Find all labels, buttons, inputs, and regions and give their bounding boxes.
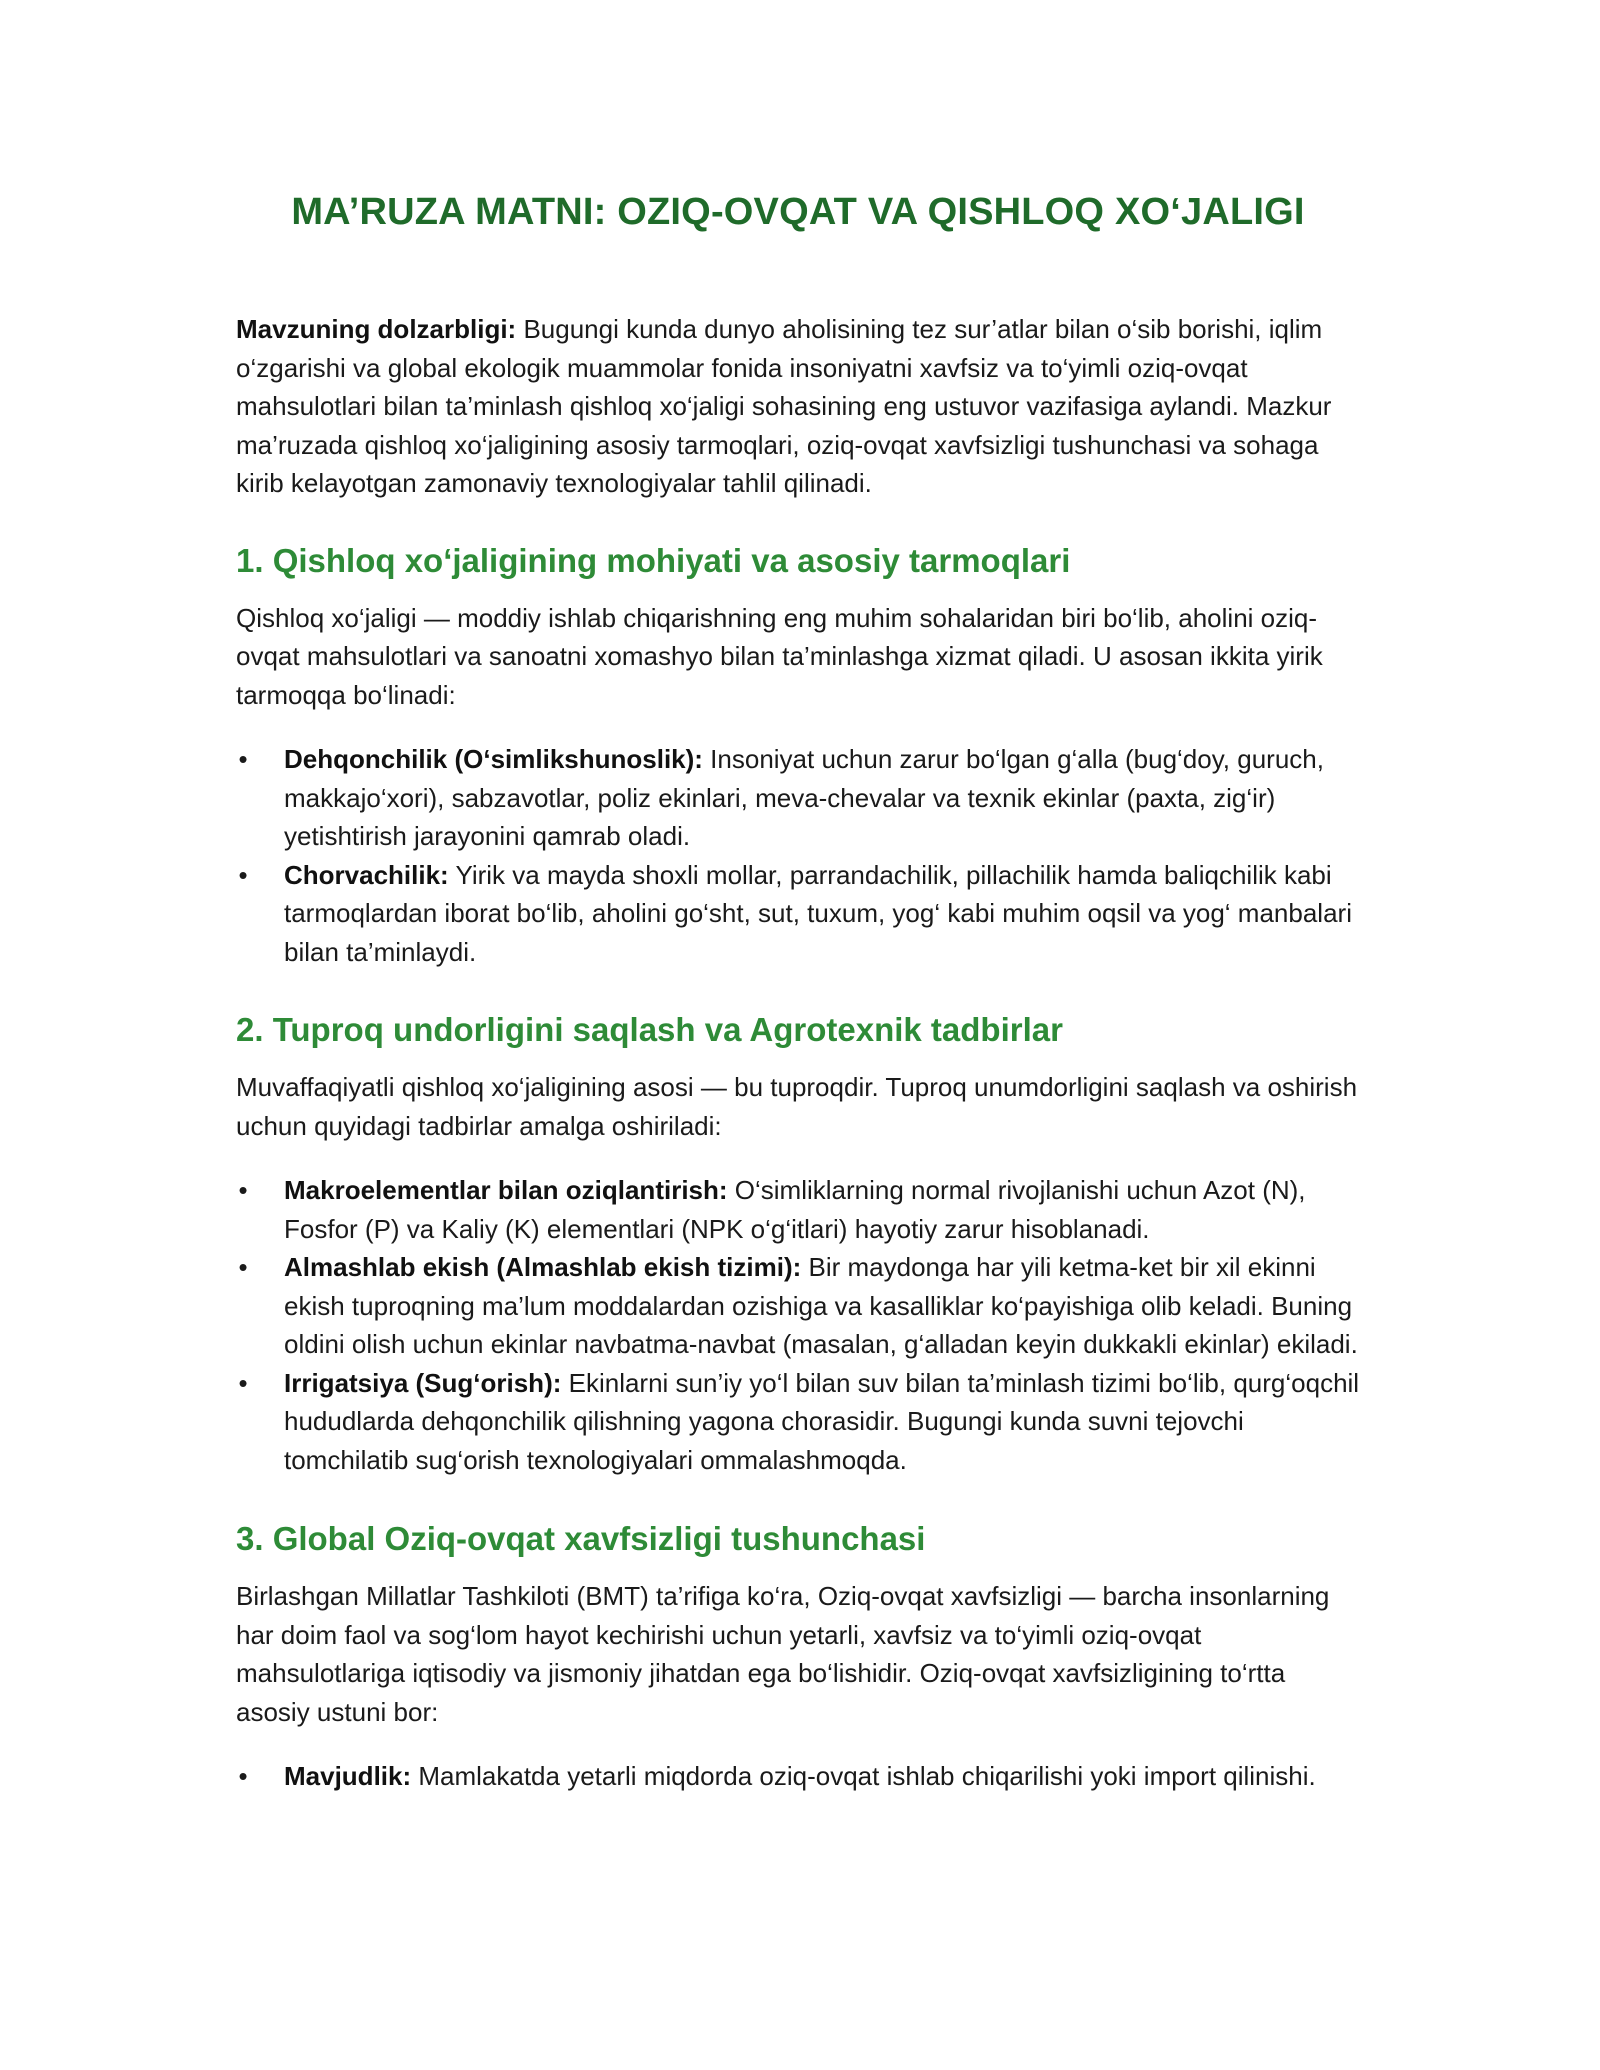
list-item-label: Almashlab ekish (Almashlab ekish tizimi): (284, 1252, 802, 1282)
list-item-label: Makroelementlar bilan oziqlantirish: (284, 1175, 728, 1205)
section-3-list (236, 1757, 1360, 1796)
list-item-text: Mamlakatda yetarli miqdorda oziq-ovqat ishlab chiqarilishi yoki import qilinishi. (411, 1761, 1316, 1791)
list-item (236, 740, 1360, 856)
list-item-label: Irrigatsiya (Sug‘orish): (284, 1367, 562, 1398)
section-1-heading: 1. Qishloq xo‘jaligining mohiyati va asosiy tarmoqlari (236, 541, 1071, 579)
list-item-text: O‘simliklarning normal rivojlanishi uchun Azot (N), Fosfor (P) va Kaliy (K) elementlari (NPK o‘g‘itlari) hayotiy zarur hisoblanadi. (284, 1175, 1306, 1244)
list-item-label: Chorvachilik: (284, 859, 449, 890)
bullet-icon: • (238, 859, 248, 890)
intro-text: Bugungi kunda dunyo aholisining tez sur’atlar bilan o‘sib borishi, iqlim o‘zgarishi va global ekologik muammolar fonida insoniyatni xavfsiz va to‘yimli oziq-ovqat mahsulotlari bilan ta’minlash qishloq xo‘jaligi sohasining eng ustuvor vazifasiga aylandi. Mazkur ma’ruzada qishloq xo‘jaligining asosiy tarmoqlari, oziq-ovqat xavfsizligi tushunchasi va sohaga kirib kelayotgan zamonaviy texnologiyalar tahlil qilinadi. (236, 314, 1332, 498)
list-item-text: Yirik va mayda shoxli mollar, parrandachilik, pillachilik hamda baliqchilik kabi tarmoqlardan iborat bo‘lib, aholini go‘sht, sut, tuxum, yog‘ kabi muhim oqsil va yog‘ manbalari bilan ta’minlaydi. (284, 859, 1352, 967)
bullet-icon: • (238, 744, 248, 774)
list-item-text: Bir maydonga har yili ketma-ket bir xil ekinni ekish tuproqning ma’lum moddalardan ozishiga va kasalliklar ko‘payishiga olib keladi. Buning oldini olish uchun ekinlar navbatma-navbat (masalan, g‘alladan keyin dukkakli ekinlar) ekiladi. (284, 1252, 1358, 1359)
list-item-text: Ekinlarni sun’iy yo‘l bilan suv bilan ta’minlash tizimi bo‘lib, qurg‘oqchil hududlarda dehqonchilik qilishning yagona chorasidir. Bugungi kunda suvni tejovchi tomchilatib sug‘orish texnologiyalari ommalashmoqda. (284, 1367, 1360, 1475)
bullet-icon: • (238, 1175, 248, 1205)
section-2-intro: Muvaffaqiyatli qishloq xo‘jaligining asosi — bu tuproqdir. Tuproq unumdorligini saqlash va oshirish uchun quyidagi tadbirlar amalga oshiriladi: (236, 1072, 1358, 1141)
list-item (236, 1171, 1360, 1248)
section-2-list (236, 1171, 1360, 1479)
list-item-text: Insoniyat uchun zarur bo‘lgan g‘alla (bug‘doy, guruch, makkajo‘xori), sabzavotlar, poliz ekinlari, meva-chevalar va texnik ekinlar (paxta, zig‘ir) yetishtirish jarayonini qamrab oladi. (284, 744, 1324, 851)
intro-paragraph (236, 310, 1360, 503)
section-2-heading: 2. Tuproq undorligini saqlash va Agrotexnik tadbirlar (236, 1011, 1063, 1048)
section-1-intro: Qishloq xo‘jaligi — moddiy ishlab chiqarishning eng muhim sohalaridan biri bo‘lib, aholini oziq-ovqat mahsulotlari va sanoatni xomashyo bilan ta’minlashga xizmat qiladi. U asosan ikkita yirik tarmoqqa bo‘linadi: (236, 602, 1323, 710)
document-title: MA’RUZA MATNI: OZIQ-OVQAT VA QISHLOQ XO‘JALIGI (291, 191, 1305, 233)
intro-label: Mavzuning dolzarbligi: (236, 314, 517, 344)
list-item (236, 1757, 1360, 1796)
bullet-icon: • (238, 1367, 248, 1398)
list-item (236, 1248, 1360, 1364)
list-item (236, 856, 1360, 972)
section-3-intro: Birlashgan Millatlar Tashkiloti (BMT) ta’rifiga ko‘ra, Oziq-ovqat xavfsizligi — barcha insonlarning har doim faol va sog‘lom hayot kechirishi uchun yetarli, xavfsiz va to‘yimli oziq-ovqat mahsulotlariga iqtisodiy va jismoniy jihatdan ega bo‘lishidir. Oziq-ovqat xavfsizligining to‘rtta asosiy ustuni bor: (236, 1581, 1330, 1727)
list-item-label: Dehqonchilik (O‘simlikshunoslik): (284, 744, 703, 774)
section-1-list (236, 740, 1360, 971)
list-item-label: Mavjudlik: (284, 1761, 412, 1791)
bullet-icon: • (238, 1761, 248, 1791)
bullet-icon: • (238, 1252, 248, 1282)
section-3-heading: 3. Global Oziq-ovqat xavfsizligi tushunchasi (236, 1520, 926, 1557)
list-item (236, 1364, 1360, 1480)
